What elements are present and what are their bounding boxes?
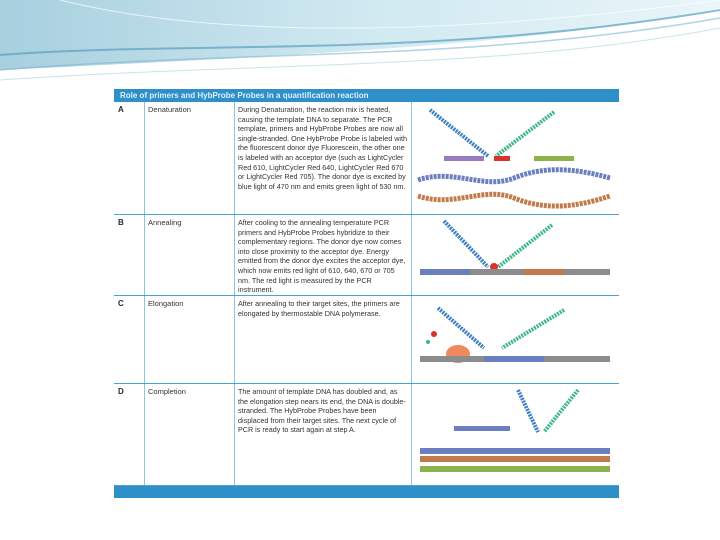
row-description: The amount of template DNA has doubled and, as the elongation step nears its end, the DNA is double-stranded. The HybProbe Probes have been displaced from their target sites. The next cycle of PCR is ready to start again at step A. xyxy=(238,387,406,435)
table-row-d xyxy=(114,384,619,486)
row-step-name: Annealing xyxy=(148,218,182,227)
header-swoosh-decoration xyxy=(0,0,720,90)
table-title: Role of primers and HybProbe Probes in a quantification reaction xyxy=(114,89,619,102)
table-row-a xyxy=(114,102,619,215)
row-letter: C xyxy=(118,299,124,308)
annealing-diagram xyxy=(414,217,614,295)
row-description: After annealing to their target sites, the primers are elongated by thermostable DNA polymerase. xyxy=(238,299,400,318)
row-letter: A xyxy=(118,105,124,114)
completion-diagram xyxy=(414,386,614,484)
table-row-b xyxy=(114,215,619,296)
elongation-diagram xyxy=(414,298,614,382)
row-description: During Denaturation, the reaction mix is heated, causing the template DNA to separate. The PCR template, primers and HybProbe Probes are now all single-stranded. One HybProbe Probe is labeled with the fluorescent donor dye Fluorescein, the other one is labeled with an acceptor dye (such as LightCycler Red 610, LightCycler Red 640, LightCycler Red 670 or LightCycler Red 705). The donor dye is excited by blue light of 470 nm and emits green light of 530 nm. xyxy=(238,105,408,191)
denaturation-diagram xyxy=(414,104,614,212)
table-row-c xyxy=(114,296,619,384)
row-step-name: Elongation xyxy=(148,299,184,308)
row-step-name: Completion xyxy=(148,387,186,396)
row-letter: D xyxy=(118,387,124,396)
pcr-steps-table xyxy=(114,89,619,499)
row-step-name: Denaturation xyxy=(148,105,191,114)
table-footer-bar xyxy=(114,486,619,498)
row-letter: B xyxy=(118,218,124,227)
row-description: After cooling to the annealing temperature PCR primers and HybProbe Probes hybridize to their complementary regions. The donor dye now comes into close proximity to the acceptor dye. Energy emitted from the donor dye excites the acceptor dye, which now emits red light of 610, 640, 670 or 705 nm. The red light is measured by the PCR instrument. xyxy=(238,218,406,295)
